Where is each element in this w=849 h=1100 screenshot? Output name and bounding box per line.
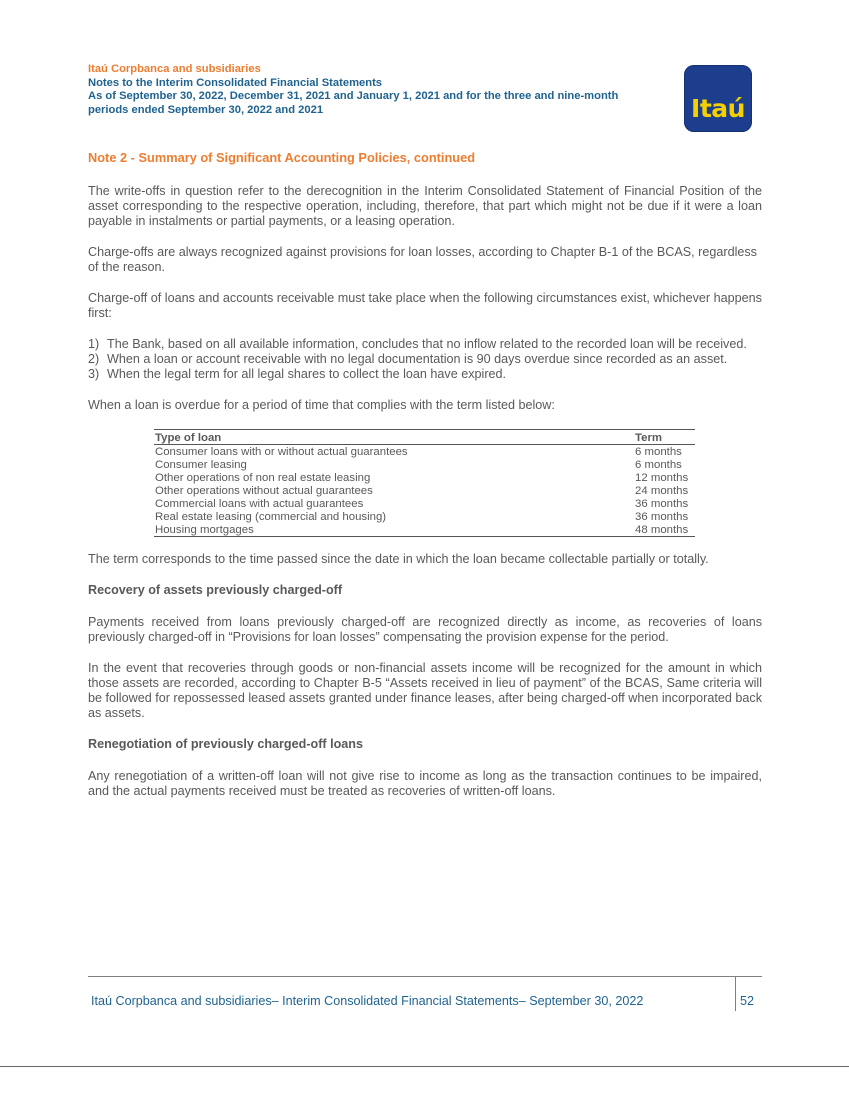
list-item-text: When the legal term for all legal shares to collect the loan have expired. (107, 367, 507, 381)
term-cell: 6 months (635, 459, 682, 471)
footer-text: Itaú Corpbanca and subsidiaries– Interim Consolidated Financial Statements– September 30, 2022 (91, 994, 644, 1008)
term-cell: 36 months (635, 511, 689, 523)
page-number: 52 (740, 994, 755, 1008)
list-item-text: When a loan or account receivable with no legal documentation is 90 days overdue since recorded as an asset. (107, 352, 728, 366)
table-row (154, 523, 695, 537)
paragraph-recovery-assets: In the event that recoveries through goods or non-financial assets income will be recognized for the amount in which those assets are recorded, according to Chapter B-5 “Assets received in lieu of payment” of the BCAS, Same criteria will be followed for repossessed leased assets granted under finance leases, after being charged-off when incorporated back as assets. (88, 661, 762, 720)
term-cell: 6 months (635, 446, 682, 458)
header-line-1: Notes to the Interim Consolidated Financial Statements (88, 76, 383, 89)
page-bottom-border (0, 1066, 849, 1067)
list-item (88, 337, 762, 352)
itau-logo-text: Itaú (691, 94, 745, 123)
list-item-number: 3) (88, 367, 100, 381)
loan-type-cell: Other operations of non real estate leasing (155, 472, 371, 484)
term-cell: 24 months (635, 485, 689, 497)
list-item-number: 1) (88, 337, 100, 351)
paragraph-overdue: When a loan is overdue for a period of time that complies with the term listed below: (88, 398, 555, 412)
term-cell: 36 months (635, 498, 689, 510)
loan-type-cell: Housing mortgages (154, 523, 634, 537)
paragraph-recovery-income: Payments received from loans previously charged-off are recognized directly as income, as recoveries of loans previously charged-off in “Provisions for loan losses” compensating the provision expense for the period. (88, 615, 762, 644)
loan-type-cell: Real estate leasing (commercial and housing) (155, 511, 387, 523)
recovery-heading: Recovery of assets previously charged-off (88, 583, 343, 597)
footer-divider (88, 976, 762, 977)
note-title: Note 2 - Summary of Significant Accounting Policies, continued (88, 150, 476, 165)
paragraph-term-definition: The term corresponds to the time passed since the date in which the loan became collectable partially or totally. (88, 552, 709, 566)
loan-term-table (154, 429, 695, 537)
paragraph-write-offs: The write-offs in question refer to the derecognition in the Interim Consolidated Statement of Financial Position of the asset corresponding to the respective operation, including, therefore, that part which might not be due if it were a loan payable in instalments or partial payments, or a leasing operation. (88, 184, 762, 228)
list-item-number: 2) (88, 352, 100, 366)
term-cell: 48 months (634, 523, 695, 537)
header-company: Itaú Corpbanca and subsidiaries (88, 63, 261, 75)
document-header (88, 63, 658, 117)
paragraph-circumstances: Charge-off of loans and accounts receivable must take place when the following circumstances exist, whichever happens first: (88, 291, 762, 320)
table-row (154, 510, 695, 523)
column-header-term: Term (634, 430, 695, 445)
loan-type-cell: Commercial loans with actual guarantees (155, 498, 364, 510)
table-row (154, 471, 695, 484)
list-item (88, 367, 762, 382)
table-row (154, 445, 695, 459)
loan-type-cell: Consumer leasing (155, 459, 247, 471)
term-cell: 12 months (635, 472, 689, 484)
loan-type-cell: Other operations without actual guarantees (155, 485, 373, 497)
loan-type-cell: Consumer loans with or without actual guarantees (155, 446, 408, 458)
conditions-list (88, 337, 762, 382)
document-body (88, 150, 762, 815)
list-item (88, 352, 762, 367)
table-row (154, 458, 695, 471)
column-header-type: Type of loan (154, 430, 634, 445)
table-row (154, 497, 695, 510)
paragraph-charge-offs: Charge-offs are always recognized against provisions for loan losses, according to Chapter B-1 of the BCAS, regardless of the reason. (88, 245, 757, 274)
table-row (154, 484, 695, 497)
header-line-2: As of September 30, 2022, December 31, 2021 and January 1, 2021 and for the three and nine-month periods ended September 30, 2022 and 2021 (88, 90, 619, 116)
table-header-row (154, 430, 695, 445)
renegotiation-heading: Renegotiation of previously charged-off loans (88, 737, 363, 751)
list-item-text: The Bank, based on all available information, concludes that no inflow related to the recorded loan will be received. (107, 337, 747, 351)
itau-logo (684, 65, 752, 132)
footer-separator (735, 976, 736, 1011)
paragraph-renegotiation: Any renegotiation of a written-off loan will not give rise to income as long as the transaction continues to be impaired, and the actual payments received must be treated as recoveries of written-off loans. (88, 769, 762, 798)
